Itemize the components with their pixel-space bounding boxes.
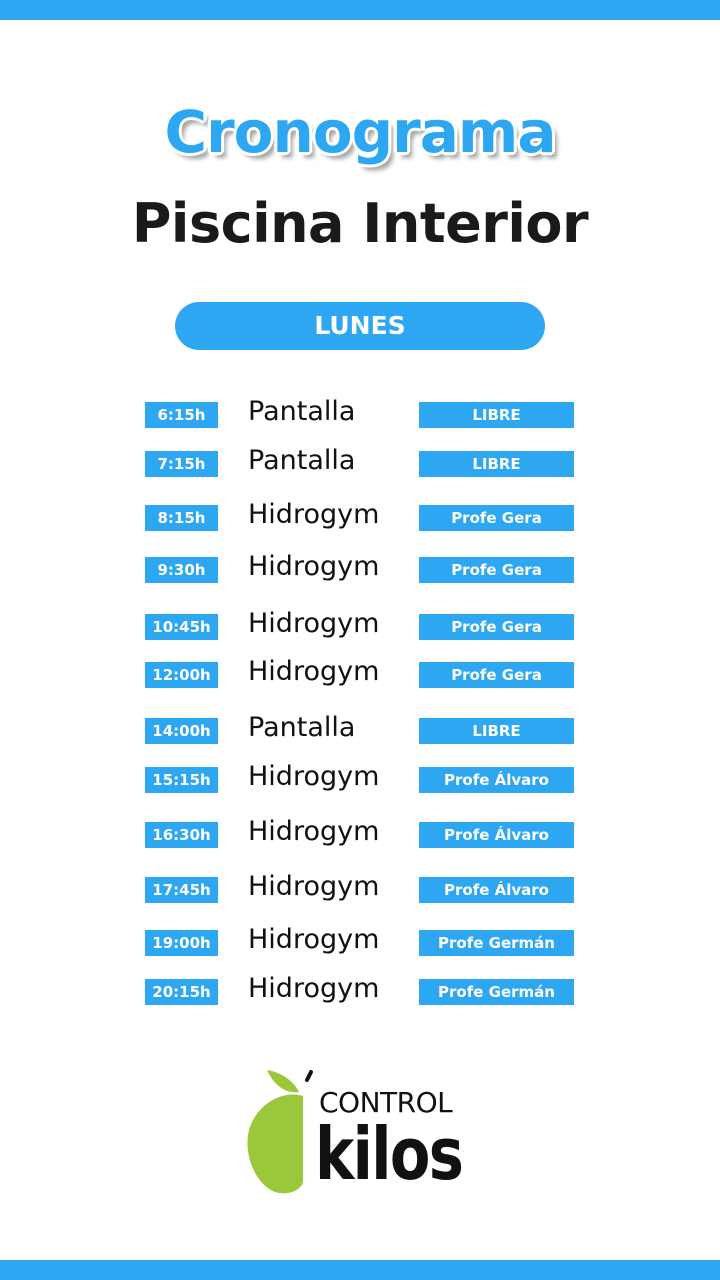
time-badge: 10:45h bbox=[145, 614, 218, 640]
time-badge: 15:15h bbox=[145, 767, 218, 793]
bottom-accent-bar bbox=[0, 1260, 720, 1280]
instructor-badge: Profe Germán bbox=[419, 930, 574, 956]
time-badge: 19:00h bbox=[145, 930, 218, 956]
activity-label: Pantalla bbox=[248, 396, 356, 427]
logo-text-control: CONTROL bbox=[319, 1086, 453, 1119]
schedule-row bbox=[0, 973, 720, 1005]
time-badge: 6:15h bbox=[145, 402, 218, 428]
activity-label: Hidrogym bbox=[248, 761, 380, 792]
instructor-badge: Profe Gera bbox=[419, 505, 574, 531]
time-badge: 8:15h bbox=[145, 505, 218, 531]
activity-label: Hidrogym bbox=[248, 551, 380, 582]
instructor-badge: Profe Gera bbox=[419, 614, 574, 640]
instructor-badge: Profe Gera bbox=[419, 557, 574, 583]
logo-text-kilos: kilos bbox=[315, 1112, 463, 1196]
schedule-row bbox=[0, 396, 720, 428]
schedule-row bbox=[0, 445, 720, 477]
activity-label: Hidrogym bbox=[248, 499, 380, 530]
instructor-badge: Profe Álvaro bbox=[419, 767, 574, 793]
page-subtitle: Piscina Interior bbox=[131, 192, 589, 255]
time-badge: 12:00h bbox=[145, 662, 218, 688]
activity-label: Pantalla bbox=[248, 445, 356, 476]
time-badge: 7:15h bbox=[145, 451, 218, 477]
control-kilos-logo bbox=[245, 1068, 485, 1198]
top-accent-bar bbox=[0, 0, 720, 20]
apple-icon bbox=[245, 1068, 315, 1198]
instructor-badge: Profe Álvaro bbox=[419, 822, 574, 848]
schedule-row bbox=[0, 608, 720, 640]
schedule-row bbox=[0, 499, 720, 531]
instructor-badge: LIBRE bbox=[419, 402, 574, 428]
instructor-badge: Profe Gera bbox=[419, 662, 574, 688]
schedule-row bbox=[0, 761, 720, 793]
activity-label: Pantalla bbox=[248, 712, 356, 743]
schedule-row bbox=[0, 656, 720, 688]
instructor-badge: Profe Germán bbox=[419, 979, 574, 1005]
activity-label: Hidrogym bbox=[248, 871, 380, 902]
day-label: LUNES bbox=[175, 302, 545, 350]
schedule-row bbox=[0, 871, 720, 903]
time-badge: 16:30h bbox=[145, 822, 218, 848]
activity-label: Hidrogym bbox=[248, 973, 380, 1004]
time-badge: 17:45h bbox=[145, 877, 218, 903]
activity-label: Hidrogym bbox=[248, 816, 380, 847]
time-badge: 9:30h bbox=[145, 557, 218, 583]
schedule-row bbox=[0, 712, 720, 744]
activity-label: Hidrogym bbox=[248, 608, 380, 639]
schedule-row bbox=[0, 551, 720, 583]
activity-label: Hidrogym bbox=[248, 924, 380, 955]
instructor-badge: LIBRE bbox=[419, 718, 574, 744]
time-badge: 14:00h bbox=[145, 718, 218, 744]
page-title: Cronograma bbox=[164, 98, 556, 166]
schedule-row bbox=[0, 816, 720, 848]
schedule-row bbox=[0, 924, 720, 956]
instructor-badge: Profe Álvaro bbox=[419, 877, 574, 903]
activity-label: Hidrogym bbox=[248, 656, 380, 687]
instructor-badge: LIBRE bbox=[419, 451, 574, 477]
time-badge: 20:15h bbox=[145, 979, 218, 1005]
